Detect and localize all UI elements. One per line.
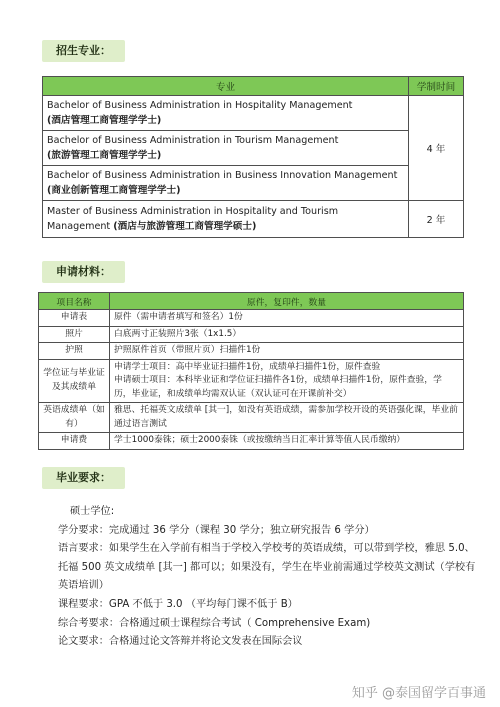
thesis-requirement: 论文要求：合格通过论文答辩并将论文发表在国际会议 xyxy=(58,636,303,648)
duration-cell-bachelor: 4 年 xyxy=(409,96,464,201)
program-name-cn: (酒店与旅游管理工商管理学硕士) xyxy=(113,221,257,232)
table-header-duration: 学制时间 xyxy=(409,77,464,96)
material-item: 申请表 xyxy=(39,310,110,327)
program-cell xyxy=(43,96,409,131)
program-name-en: Master of Business Administration in Hospitality and Tourism Management xyxy=(47,206,339,232)
material-detail: 申请学士项目：高中毕业证扫描件1份，成绩单扫描件1份，原件查验 申请硕士项目：本科毕业证和学位证扫描件各1份，成绩单扫描件1份，原件查验，学历，毕业证，和成绩单均需双认证（双认证可在开课前补交） xyxy=(110,359,464,403)
program-cell xyxy=(43,201,409,238)
table-header-item: 项目名称 xyxy=(39,293,110,310)
program-name-en: Bachelor of Business Administration in Business Innovation Management xyxy=(47,170,398,181)
table-row xyxy=(39,433,464,450)
table-header-detail: 原件，复印件，数量 xyxy=(110,293,464,310)
table-row xyxy=(43,166,464,201)
material-detail: 护照原件首页（带照片页）扫描件1份 xyxy=(110,343,464,360)
table-row xyxy=(43,96,464,131)
program-name-cn: (商业创新管理工商管理学学士) xyxy=(47,185,181,196)
duration-cell-master: 2 年 xyxy=(409,201,464,238)
watermark: 知乎 @泰国留学百事通 xyxy=(351,686,486,701)
program-name-cn: (酒店管理工商管理学学士) xyxy=(47,115,162,126)
table-row xyxy=(39,310,464,327)
course-requirement: 课程要求：GPA 不低于 3.0 （平均每门课不低于 B） xyxy=(58,598,298,610)
table-row xyxy=(39,403,464,433)
section-label-materials: 申请材料： xyxy=(42,261,125,283)
table-row xyxy=(43,131,464,166)
material-detail: 原件（需申请者填写和签名）1份 xyxy=(110,310,464,327)
program-name-en: Bachelor of Business Administration in Hospitality Management xyxy=(47,100,353,111)
material-item: 照片 xyxy=(39,326,110,343)
materials-table xyxy=(38,292,464,450)
program-cell xyxy=(43,166,409,201)
program-cell xyxy=(43,131,409,166)
material-detail: 雅思、托福英文成绩单 [其一]，如没有英语成绩，需参加学校开设的英语强化课，毕业前通过语言测试 xyxy=(110,403,464,433)
degree-heading: 硕士学位: xyxy=(70,506,115,517)
credit-requirement: 学分要求：完成通过 36 学分（课程 30 学分；独立研究报告 6 学分） xyxy=(58,524,375,536)
table-header-major: 专业 xyxy=(43,77,409,96)
material-item: 学位证与毕业证及其成绩单 xyxy=(39,359,110,403)
table-row xyxy=(43,201,464,238)
material-item: 英语成绩单（如有） xyxy=(39,403,110,433)
table-row xyxy=(39,359,464,403)
table-row xyxy=(39,343,464,360)
exam-requirement: 综合考要求：合格通过硕士课程综合考试（ Comprehensive Exam) xyxy=(58,617,371,629)
program-name-cn: (旅游管理工商管理学学士) xyxy=(47,150,162,161)
material-detail: 白底两寸正装照片3张（1x1.5） xyxy=(110,326,464,343)
table-row xyxy=(39,326,464,343)
section-label-majors: 招生专业： xyxy=(42,40,125,62)
material-detail: 学士1000泰铢；硕士2000泰铢（或按缴纳当日汇率计算等值人民币缴纳） xyxy=(110,433,464,450)
graduation-requirements xyxy=(58,503,478,652)
section-label-graduation: 毕业要求： xyxy=(42,467,125,489)
language-requirement: 语言要求：如果学生在入学前有相当于学校入学校考的英语成绩，可以带到学校，雅思 5.0、托福 500 英文成绩单 [其一] 都可以；如果没有，学生在毕业前需通过学校英文测试（学校有英语培训） xyxy=(58,543,476,592)
program-name-en: Bachelor of Business Administration in Tourism Management xyxy=(47,135,339,146)
material-item: 申请费 xyxy=(39,433,110,450)
majors-table xyxy=(42,76,464,238)
material-item: 护照 xyxy=(39,343,110,360)
